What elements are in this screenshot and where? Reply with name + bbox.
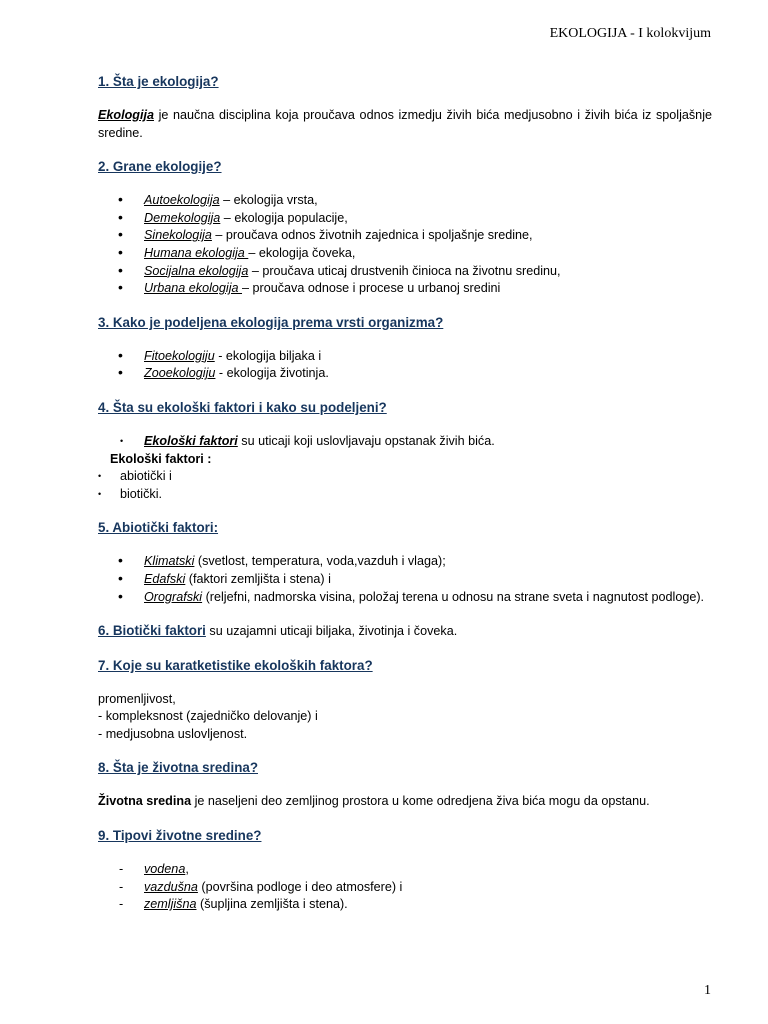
section-4-heading: 4. Šta su ekološki faktori i kako su podeljeni?	[98, 399, 387, 415]
document-body	[98, 73, 712, 914]
term: vazdušna	[144, 879, 198, 894]
item-text: – ekologija vrsta,	[219, 193, 318, 208]
term: Ekološki faktori	[144, 433, 238, 448]
list-item: • abiotički i	[98, 468, 712, 486]
section-7-heading: 7. Koje su karatketistike ekoloških faktora?	[98, 657, 373, 673]
section-9-heading: 9. Tipovi životne sredine?	[98, 828, 262, 844]
section-4-definition	[98, 433, 712, 451]
item-text: (svetlost, temperatura, voda,vazduh i vlaga);	[194, 554, 446, 569]
section-4-subheading: Ekološki faktori :	[110, 451, 212, 466]
list-item	[98, 192, 712, 210]
section-2-list	[98, 192, 712, 298]
list-item	[98, 263, 712, 281]
definition-text: je naučna disciplina koja proučava odnos izmedju živih bića medjusobno i živih bića iz spoljašnje sredine.	[98, 108, 712, 140]
item-text: – proučava odnose i procese u urbanoj sredini	[242, 281, 501, 296]
definition-text: je naseljeni deo zemljinog prostora u kome odredjena živa bića mogu da opstanu.	[191, 794, 650, 809]
text-line: - medjusobna uslovljenost.	[98, 726, 248, 741]
item-text: – ekologija populacije,	[220, 210, 348, 225]
item-text: (reljefni, nadmorska visina, položaj terena u odnosu na strane sveta i nagnutost podloge).	[202, 589, 705, 604]
item-text: - ekologija biljaka i	[214, 348, 322, 363]
page-number: 1	[704, 983, 711, 998]
term: Klimatski	[144, 554, 195, 569]
section-5-heading: 5. Abiotički faktori:	[98, 520, 219, 536]
section-6-paragraph	[98, 622, 712, 641]
text-line: - kompleksnost (zajedničko delovanje) i	[98, 709, 318, 724]
section-7-lines	[98, 691, 712, 744]
term: Autoekologija	[144, 193, 220, 208]
section-6-heading: 6. Biotički faktori	[98, 623, 206, 639]
item-text: – proučava odnos životnih zajednica i spoljašnje sredine,	[211, 228, 533, 243]
term: Ekologija	[98, 108, 154, 122]
term: Fitoekologiju	[144, 348, 215, 363]
page-header: EKOLOGIJA - I kolokvijum	[549, 26, 711, 41]
term: Orografski	[144, 589, 203, 604]
term: Humana ekologija	[144, 245, 249, 260]
list-item	[98, 896, 712, 914]
list-item: • biotički.	[98, 486, 712, 504]
list-item	[98, 227, 712, 245]
item-text: (površina podloge i deo atmosfere) i	[197, 879, 403, 894]
list-item	[98, 280, 712, 298]
term: Socijalna ekologija	[144, 263, 249, 278]
term: vodena	[144, 862, 186, 877]
item-text: – ekologija čoveka,	[248, 245, 356, 260]
section-3-heading: 3. Kako je podeljena ekologija prema vrsti organizma?	[98, 314, 444, 330]
item-text: ,	[185, 862, 189, 877]
list-item	[98, 365, 712, 383]
term: Zooekologiju	[144, 366, 216, 381]
item-text: su uticaji koji uslovljavaju opstanak živih bića.	[237, 433, 495, 448]
item-text: – proučava uticaj drustvenih činioca na životnu sredinu,	[248, 263, 561, 278]
term: Sinekologija	[144, 228, 212, 243]
item-text: (šupljina zemljišta i stena).	[196, 897, 348, 912]
section-9-list	[98, 861, 712, 914]
item-text: (faktori zemljišta i stena) i	[185, 571, 331, 586]
section-8-paragraph	[98, 793, 712, 811]
term: Životna sredina	[98, 794, 192, 809]
list-item	[98, 861, 712, 879]
item-text: - ekologija životinja.	[215, 366, 329, 381]
section-1-heading: 1. Šta je ekologija?	[98, 74, 219, 89]
section-1-paragraph	[98, 107, 712, 142]
term: Demekologija	[144, 210, 221, 225]
item-text: su uzajamni uticaji biljaka, životinja i čoveka.	[205, 624, 458, 639]
section-4-list	[98, 468, 712, 503]
list-item	[98, 571, 712, 589]
list-item	[98, 245, 712, 263]
term: Urbana ekologija	[144, 281, 243, 296]
section-8-heading: 8. Šta je životna sredina?	[98, 760, 258, 776]
section-3-list	[98, 348, 712, 383]
text-line: promenljivost,	[98, 691, 176, 706]
list-item	[98, 553, 712, 571]
section-5-list	[98, 553, 712, 606]
list-item	[98, 348, 712, 366]
list-item	[98, 879, 712, 897]
list-item	[98, 589, 712, 607]
section-2-heading: 2. Grane ekologije?	[98, 159, 222, 175]
term: zemljišna	[144, 897, 197, 912]
list-item	[98, 210, 712, 228]
term: Edafski	[144, 571, 186, 586]
list-item	[98, 433, 712, 451]
